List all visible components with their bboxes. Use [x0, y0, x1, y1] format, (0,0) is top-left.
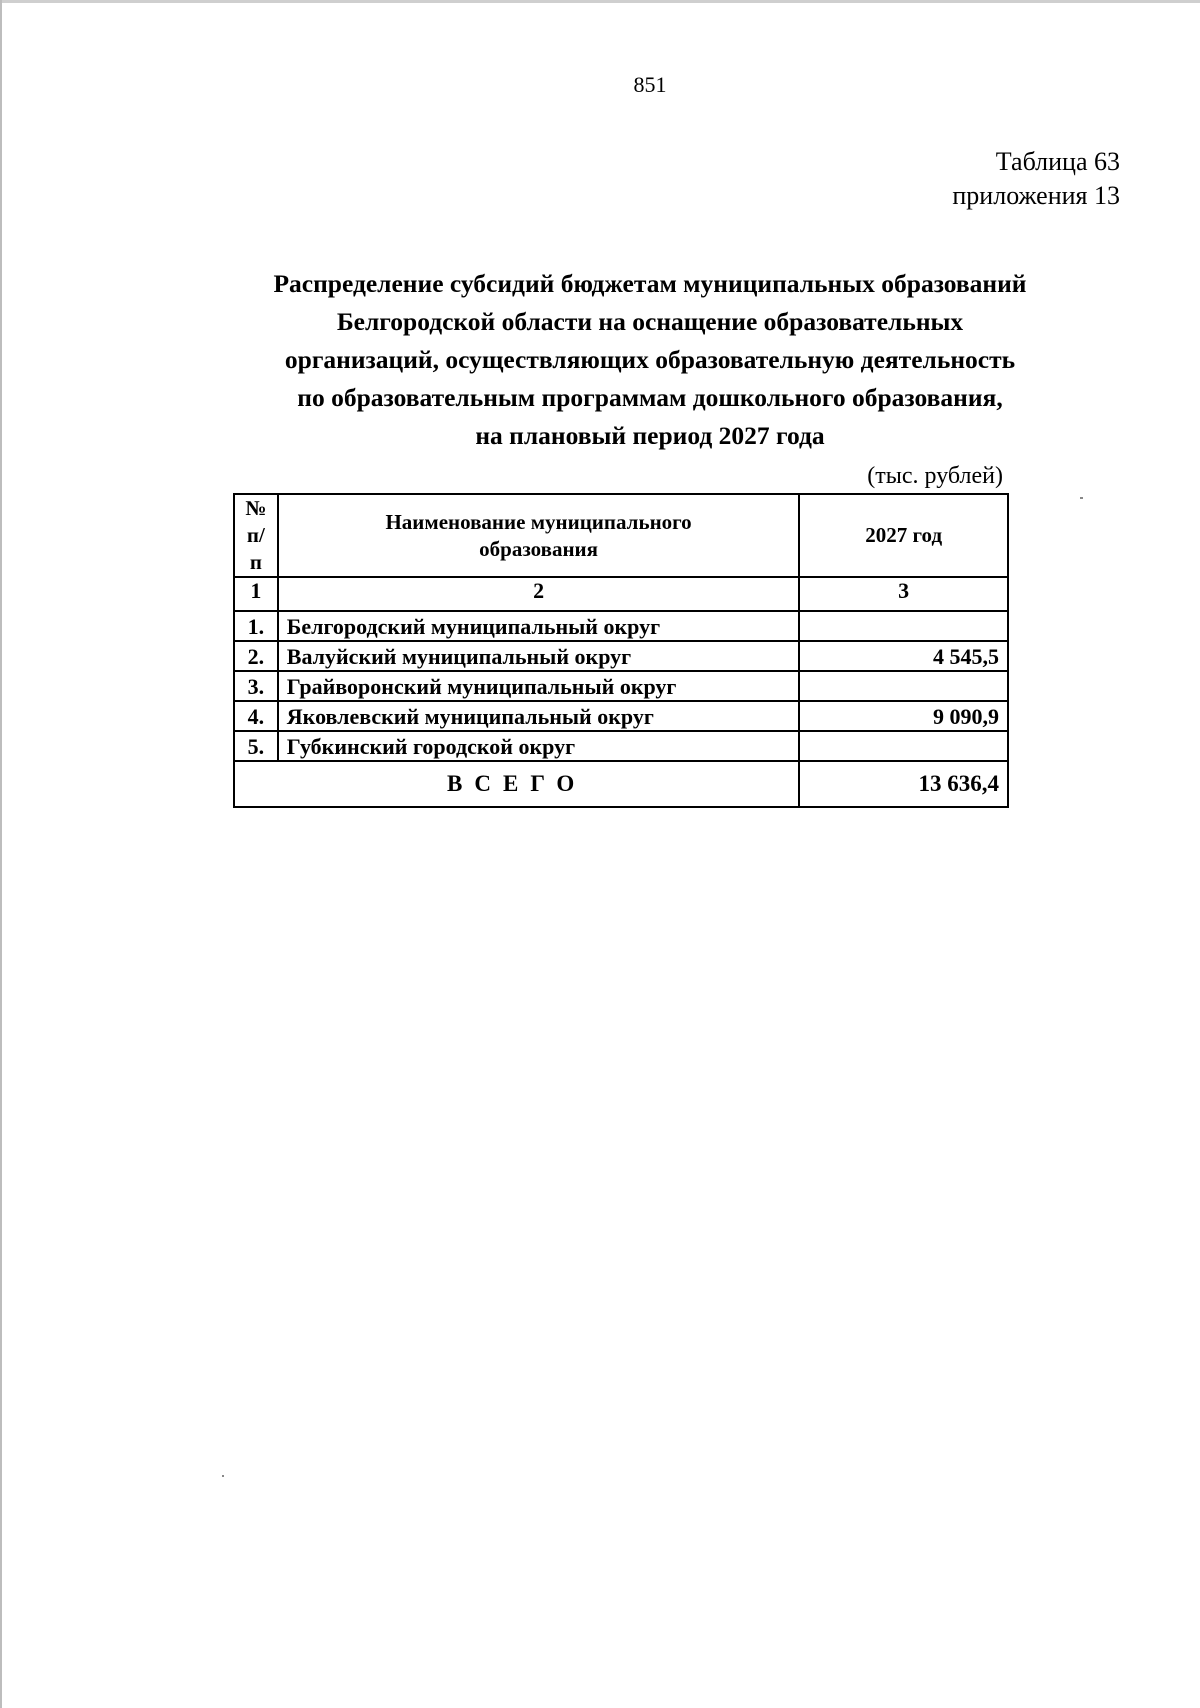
table-row — [234, 641, 1008, 671]
total-row — [234, 761, 1008, 807]
row-amount — [799, 671, 1008, 701]
table-row — [234, 731, 1008, 761]
header-municipality-line1: Наименование муниципального — [385, 509, 692, 534]
table-header-row — [234, 494, 1008, 577]
subsidy-table — [233, 493, 1009, 808]
row-amount — [799, 731, 1008, 761]
table-caption — [952, 145, 1120, 213]
row-municipality: Грайворонский муниципальный округ — [278, 671, 800, 701]
row-municipality: Губкинский городской округ — [278, 731, 800, 761]
row-amount — [799, 611, 1008, 641]
column-index-row — [234, 577, 1008, 611]
title-line: организаций, осуществляющих образовательную деятельность — [284, 345, 1016, 374]
row-amount: 4 545,5 — [799, 641, 1008, 671]
total-label: ВСЕГО — [234, 761, 799, 807]
row-number: 5. — [234, 731, 278, 761]
total-amount: 13 636,4 — [799, 761, 1008, 807]
row-municipality: Валуйский муниципальный округ — [278, 641, 800, 671]
caption-appendix: приложения 13 — [952, 181, 1120, 210]
title-line: по образовательным программам дошкольного образования, — [297, 383, 1003, 412]
row-municipality: Белгородский муниципальный округ — [278, 611, 800, 641]
units-label: (тыс. рублей) — [867, 463, 1003, 489]
row-amount: 9 090,9 — [799, 701, 1008, 731]
header-number-sign: № — [245, 496, 267, 520]
row-number: 4. — [234, 701, 278, 731]
row-number: 3. — [234, 671, 278, 701]
header-number — [234, 494, 278, 577]
title-line: Белгородской области на оснащение образовательных — [336, 307, 964, 336]
table-row — [234, 701, 1008, 731]
column-index: 2 — [278, 577, 800, 611]
row-number: 1. — [234, 611, 278, 641]
table-row — [234, 671, 1008, 701]
column-index: 3 — [799, 577, 1008, 611]
row-number: 2. — [234, 641, 278, 671]
scan-edge-left — [0, 0, 2, 1708]
header-number-abbr: п/п — [246, 523, 265, 574]
page-number: 851 — [633, 72, 667, 97]
table-row — [234, 611, 1008, 641]
title-line: на плановый период 2027 года — [475, 421, 825, 450]
scan-speck — [1080, 497, 1083, 499]
caption-table-number: Таблица 63 — [995, 147, 1120, 176]
scan-speck — [222, 1475, 224, 1477]
row-municipality: Яковлевский муниципальный округ — [278, 701, 800, 731]
column-index: 1 — [234, 577, 278, 611]
scan-edge-top — [0, 0, 1200, 3]
header-year: 2027 год — [799, 494, 1008, 577]
header-municipality — [278, 494, 800, 577]
document-title — [200, 265, 1100, 455]
title-line: Распределение субсидий бюджетам муниципальных образований — [273, 269, 1027, 298]
header-municipality-line2: образования — [479, 536, 599, 561]
